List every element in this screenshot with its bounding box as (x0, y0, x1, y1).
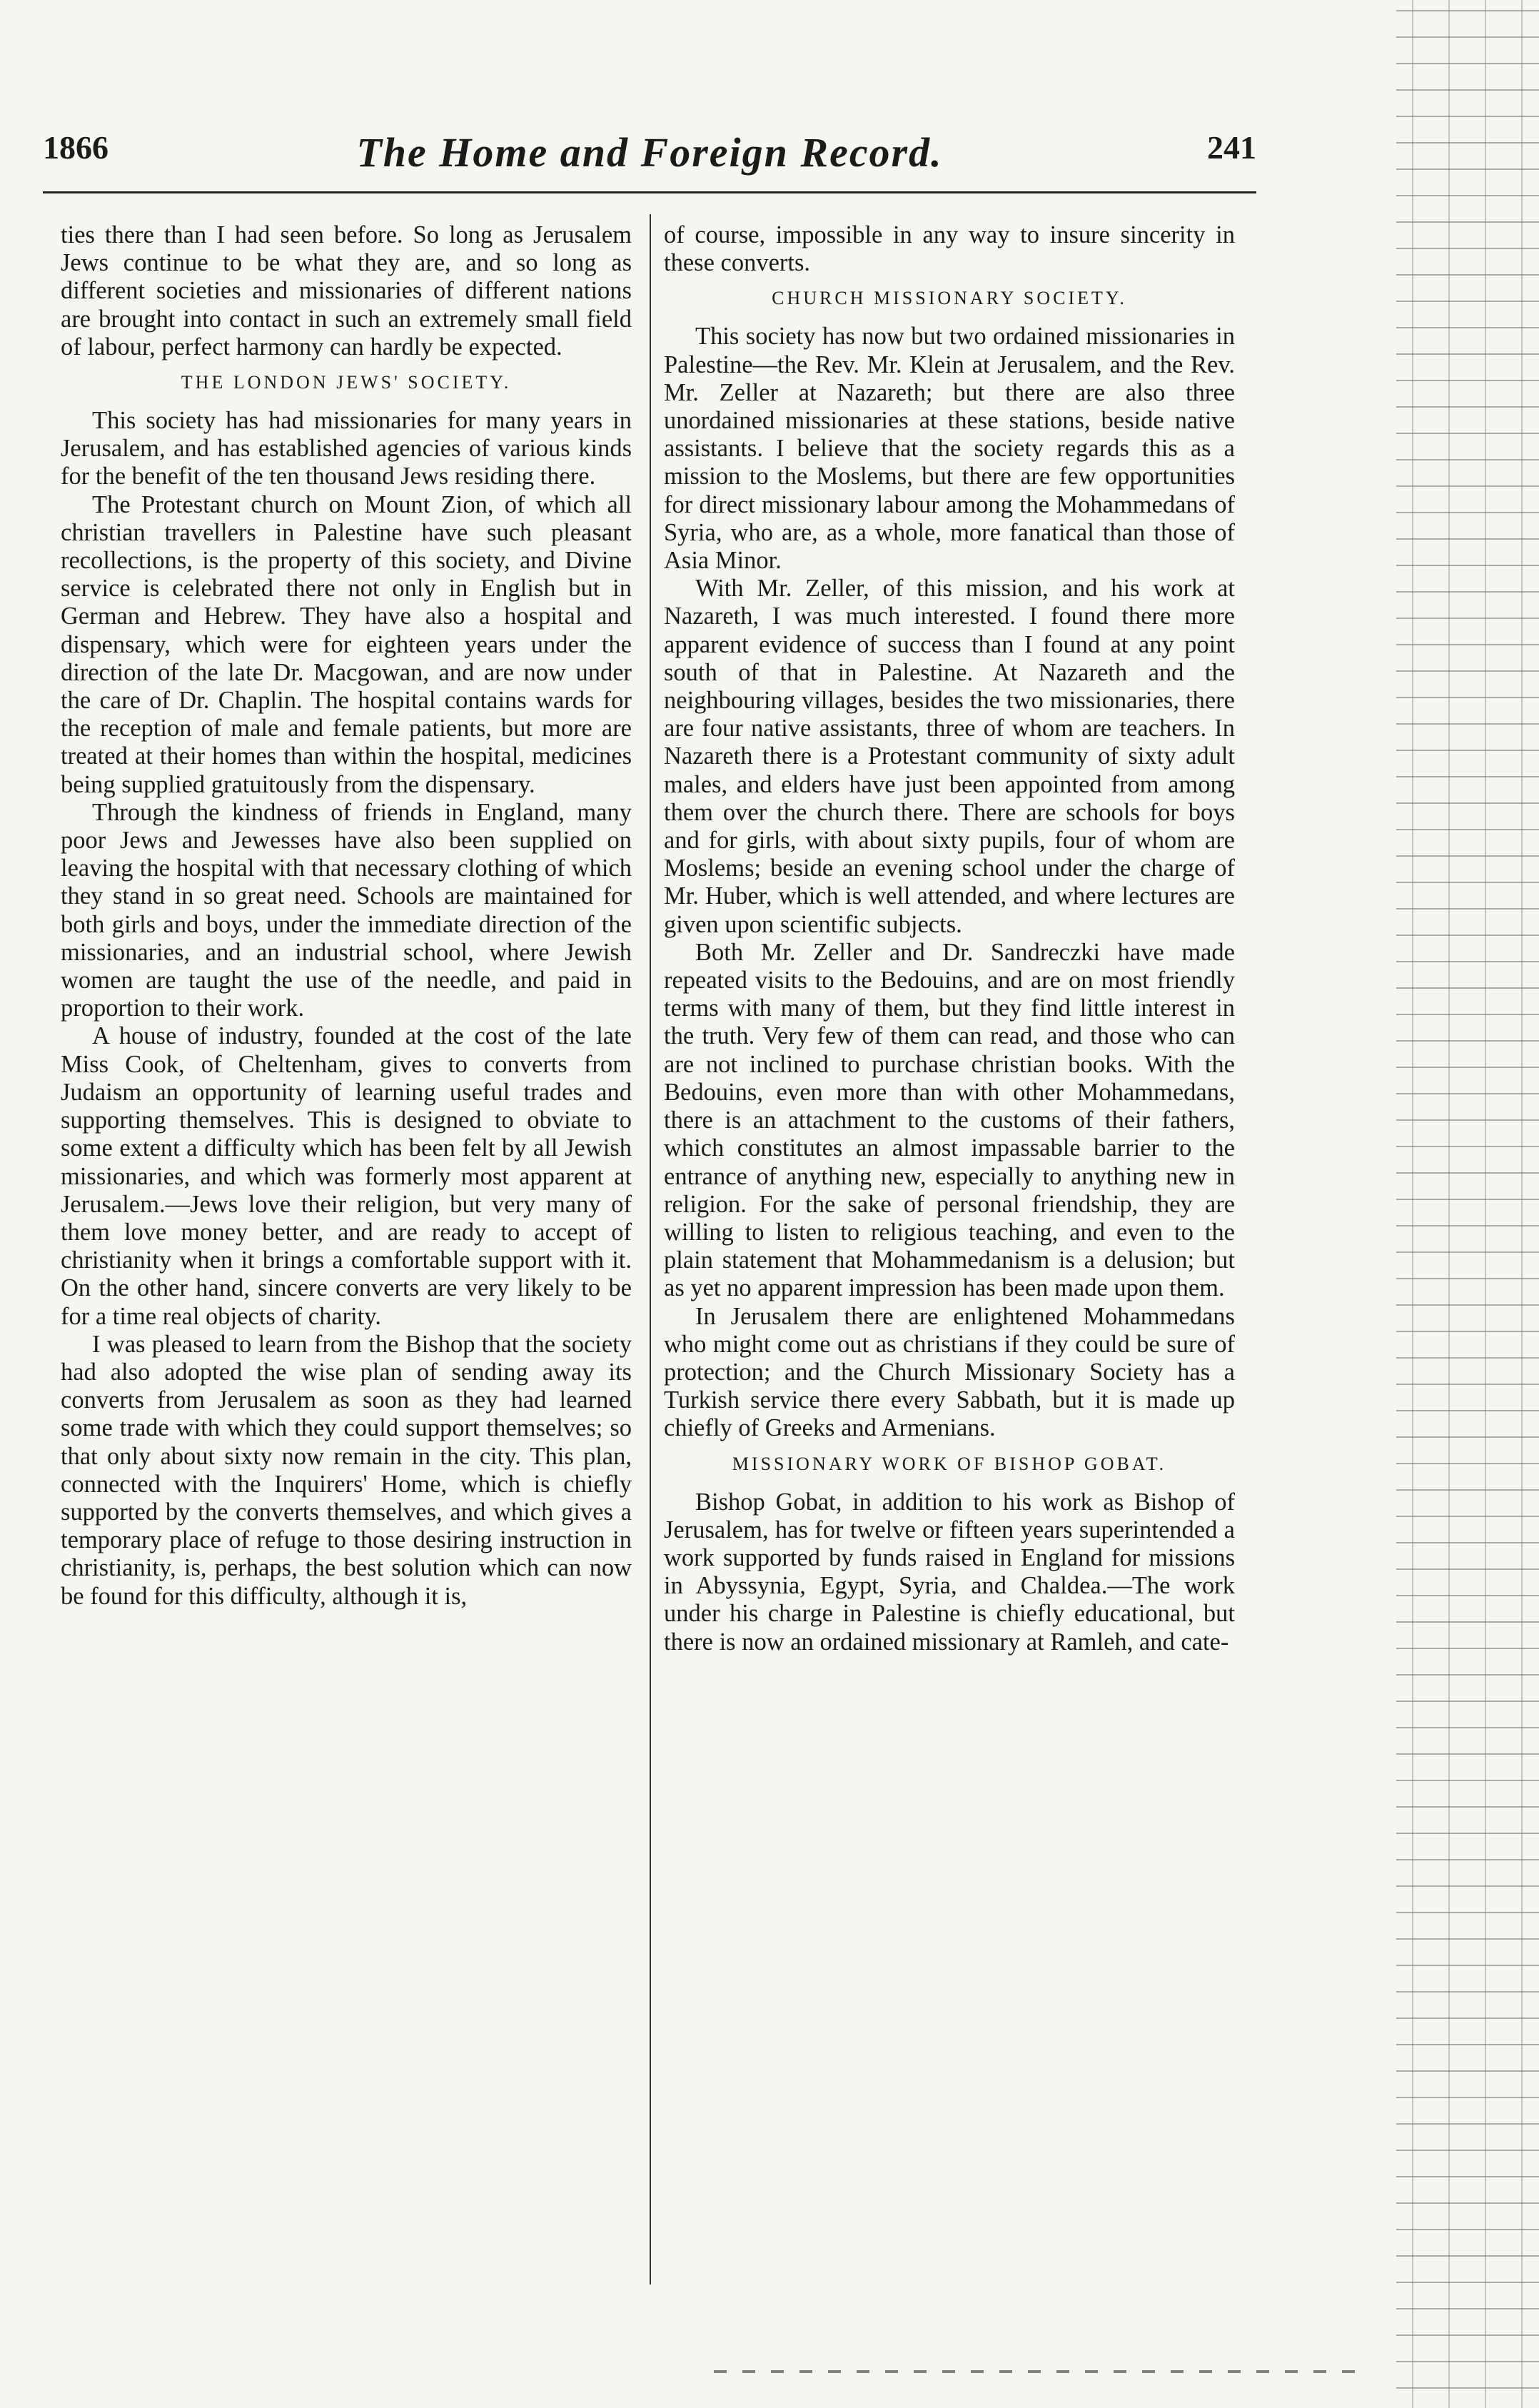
scan-bottom-noise (714, 2370, 1356, 2373)
section-heading-london-jews-society: THE LONDON JEWS' SOCIETY. (181, 372, 512, 393)
page-number: 241 (1207, 129, 1256, 166)
left-paragraph-4: Through the kindness of friends in England, many poor Jews and Jewesses have also been supplied on leaving the hospital with that necessary clothing of which they stand in so great need. Schools are maintained for both girls and boys, under the immediate direction of the missionaries, and an industrial school, where Jewish women are taught the use of the needle, and paid in proportion to their work. (61, 798, 632, 1022)
right-paragraph-6: Bishop Gobat, in addition to his work as Bishop of Jerusalem, has for twelve or fifteen years superintended a work supported by funds raised in England for missions in Abyssynia, Egypt, Syria, and Chaldea.—The work under his charge in Palestine is chiefly educational, but there is now an ordained missionary at Ramleh, and cate- (664, 1488, 1235, 1656)
right-paragraph-3: With Mr. Zeller, of this mission, and his work at Nazareth, I was much interested. I found there more apparent evidence of success than I found at any point south of that in Palestine. At Nazareth and the neighbouring villages, besides the two missionaries, there are four native assistants, three of whom are teachers. In Nazareth there is a Protestant community of sixty adult males, and elders have just been appointed from among them over the church there. There are schools for boys and for girls, with about sixty pupils, four of whom are Moslems; beside an evening school under the charge of Mr. Huber, which is well attended, and where lectures are given upon scientific subjects. (664, 575, 1235, 938)
header-title: The Home and Foreign Record. (356, 129, 943, 176)
right-column (664, 221, 1235, 1656)
left-paragraph-2: This society has had missionaries for many years in Jerusalem, and has established agencies of various kinds for the benefit of the ten thousand Jews residing there. (61, 407, 632, 490)
right-paragraph-2: This society has now but two ordained missionaries in Palestine—the Rev. Mr. Klein at Jerusalem, and the Rev. Mr. Zeller at Nazareth; but there are also three unordained missionaries at these stations, beside native assistants. I believe that the society regards this as a mission to the Moslems, but there are few opportunities for direct missionary labour among the Mohammedans of Syria, who are, as a whole, more fanatical than those of Asia Minor. (664, 323, 1235, 575)
left-paragraph-5: A house of industry, founded at the cost of the late Miss Cook, of Cheltenham, gives to converts from Judaism an opportunity of learning useful trades and supporting themselves. This is designed to obviate to some extent a difficulty which has been felt by all Jewish missionaries, and which was formerly most apparent at Jerusalem.—Jews love their religion, but very many of them love money better, and are ready to accept of christianity when it brings a comfortable support with it. On the other hand, sincere converts are very likely to be for a time real objects of charity. (61, 1022, 632, 1330)
header-year: 1866 (43, 129, 109, 166)
right-paragraph-4: Both Mr. Zeller and Dr. Sandreczki have made repeated visits to the Bedouins, and are on most friendly terms with many of them, but they find little interest in the truth. Very few of them can read, and those who can are not inclined to purchase christian books. With the Bedouins, even more than with other Mohammedans, there is an attachment to the customs of their fathers, which constitutes an almost impassable barrier to the entrance of anything new, especially to anything new in religion. For the sake of personal friendship, they are willing to listen to religious teaching, and even to the plain statement that Mohammedanism is a delusion; but as yet no apparent impression has been made upon them. (664, 938, 1235, 1302)
column-divider (650, 214, 651, 2284)
right-paragraph-1: of course, impossible in any way to insure sincerity in these converts. (664, 221, 1235, 277)
section-heading-bishop-gobat: MISSIONARY WORK OF BISHOP GOBAT. (732, 1453, 1167, 1474)
left-column (61, 221, 632, 1611)
running-header (43, 129, 1256, 193)
left-paragraph-1: ties there than I had seen before. So long as Jerusalem Jews continue to be what they are, and so long as different societies and missionaries of different nations are brought into contact in such an extremely small field of labour, perfect harmony can hardly be expected. (61, 221, 632, 361)
section-heading-church-missionary-society: CHURCH MISSIONARY SOCIETY. (772, 288, 1127, 309)
left-paragraph-3: The Protestant church on Mount Zion, of which all christian travellers in Palestine have such pleasant recollections, is the property of this society, and Divine service is celebrated there not only in English but in German and Hebrew. They have also a hospital and dispensary, which were for eighteen years under the direction of the late Dr. Macgowan, and are now under the care of Dr. Chaplin. The hospital contains wards for the reception of male and female patients, but more are treated at their homes than within the hospital, medicines being supplied gratuitously from the dispensary. (61, 490, 632, 798)
scan-edge-noise (1396, 0, 1539, 2408)
header-rule (43, 191, 1256, 193)
right-paragraph-5: In Jerusalem there are enlightened Mohammedans who might come out as christians if they could be sure of protection; and the Church Missionary Society has a Turkish service there every Sabbath, but it is made up chiefly of Greeks and Armenians. (664, 1302, 1235, 1442)
left-paragraph-6: I was pleased to learn from the Bishop that the society had also adopted the wise plan of sending away its converts from Jerusalem as soon as they had learned some trade with which they could support themselves; so that only about sixty now remain in the city. This plan, connected with the Inquirers' Home, which is chiefly supported by the converts themselves, and which gives a temporary place of refuge to those desiring instruction in christianity, is, perhaps, the best solution which can now be found for this difficulty, although it is, (61, 1330, 632, 1610)
